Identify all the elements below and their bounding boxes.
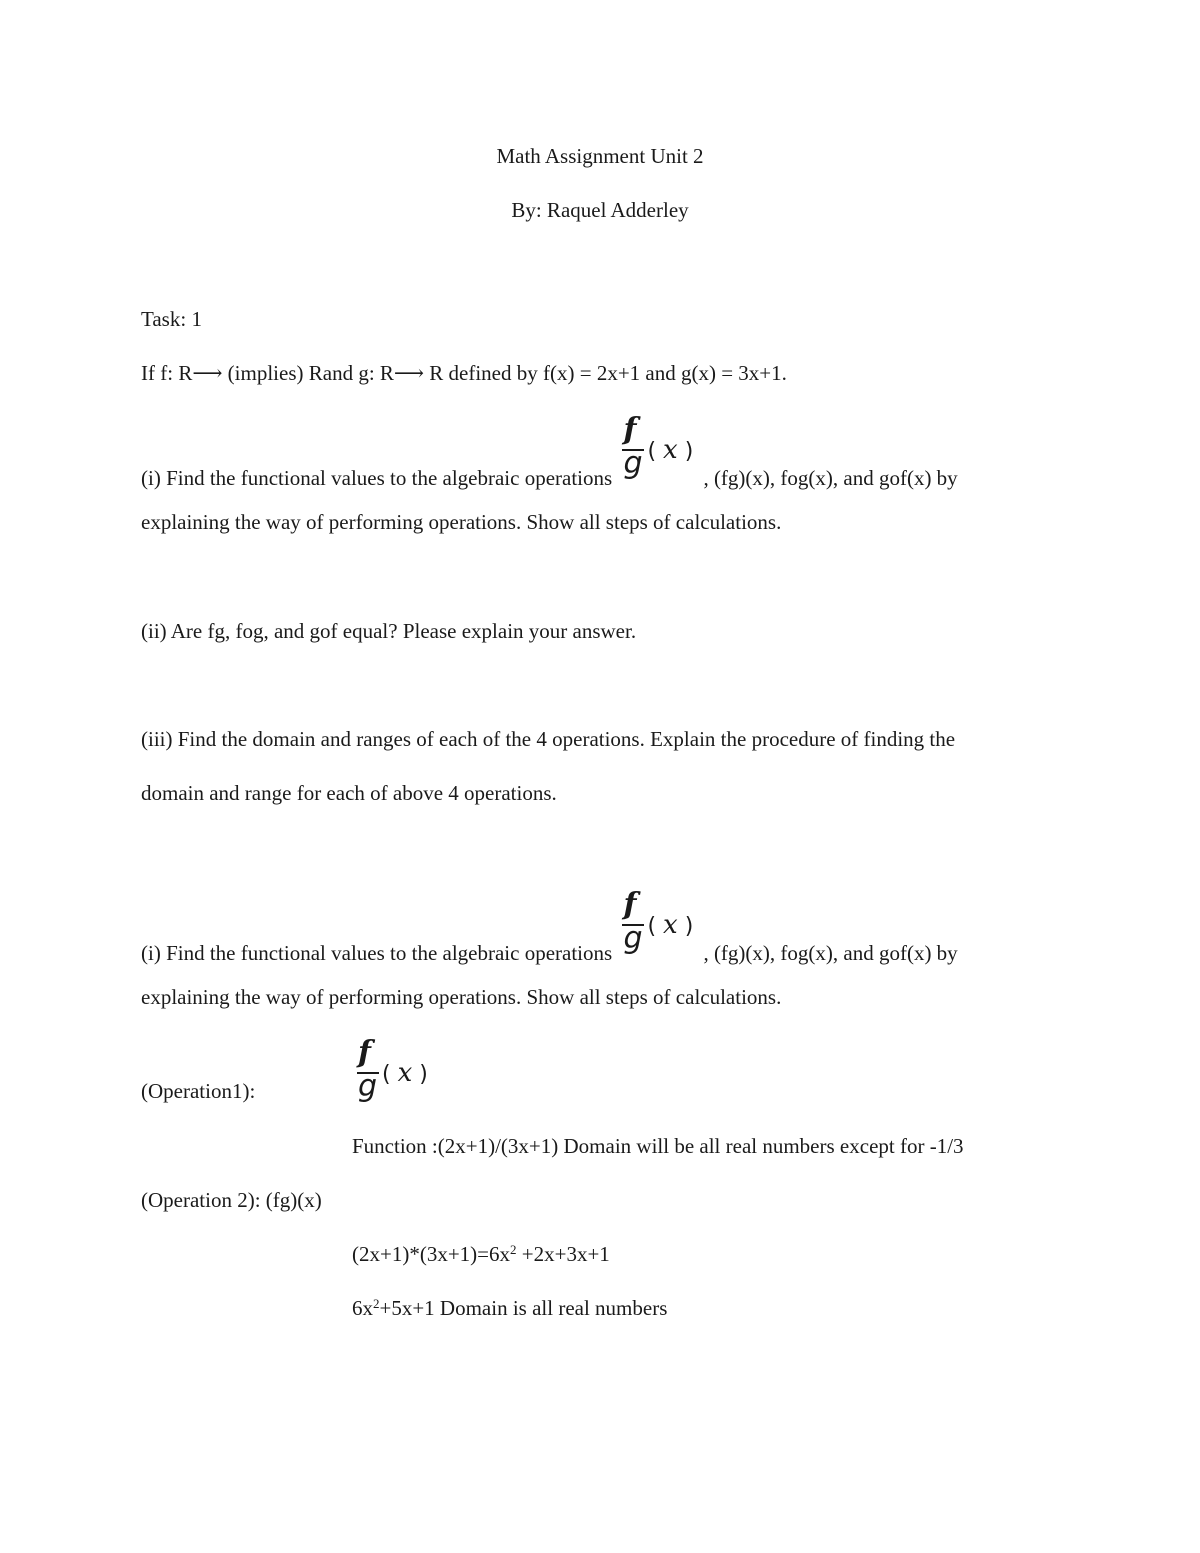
- answer-question-1-suffix: , (fg)(x), fog(x), and gof(x) by: [703, 941, 958, 965]
- operation-2-step-1: $(2x+1)*(3x+1)=6x^2 +2x+3x+1$: [352, 1242, 610, 1266]
- question-2: (ii) Are fg, fog, and gof equal? Please explain your answer.: [141, 619, 637, 643]
- formula-denominator: g: [623, 921, 643, 956]
- task-label: Task: 1: [141, 307, 202, 331]
- operation-1-function: Function :(2x+1)/(3x+1) Domain will be all real numbers except for -1/3: [352, 1134, 964, 1158]
- operation-1-formula: [352, 1035, 438, 1114]
- formula-numerator: f: [358, 1035, 371, 1070]
- question-3-line-2: domain and range for each of above 4 operations.: [141, 781, 557, 805]
- formula-denominator: g: [623, 446, 643, 481]
- question-1-prefix: (i) Find the functional values to the algebraic operations: [141, 466, 613, 490]
- formula-argument: ( x ): [382, 1058, 428, 1088]
- question-1-suffix: , (fg)(x), fog(x), and gof(x) by: [703, 466, 958, 490]
- question-3-line-1: (iii) Find the domain and ranges of each of the 4 operations. Explain the procedure of finding the: [141, 727, 956, 751]
- formula-numerator: f: [623, 412, 637, 447]
- formula-argument: ( x ): [647, 910, 694, 940]
- operation-1-label: (Operation1):: [141, 1079, 256, 1103]
- question-1-line-2: explaining the way of performing operations. Show all steps of calculations.: [141, 510, 782, 534]
- formula-argument: ( x ): [647, 435, 694, 465]
- f-over-g-formula: [617, 887, 703, 960]
- author-line: By: Raquel Adderley: [511, 198, 689, 222]
- document-title: Math Assignment Unit 2: [496, 144, 704, 168]
- f-over-g-formula: [617, 412, 703, 485]
- formula-numerator: f: [623, 887, 637, 922]
- answer-question-1-prefix: (i) Find the functional values to the algebraic operations: [141, 941, 613, 965]
- f-over-g-formula: [352, 1035, 438, 1108]
- answer-question-1-line-1: [141, 887, 958, 966]
- question-1-line-1: [141, 412, 958, 491]
- task-intro: If f: R⟶ (implies) Rand g: R⟶ R defined by f(x) = 2x+1 and g(x) = 3x+1.: [141, 361, 787, 385]
- formula-denominator: g: [358, 1069, 378, 1104]
- operation-2-label: (Operation 2): (fg)(x): [141, 1188, 322, 1212]
- answer-question-1-line-2: explaining the way of performing operations. Show all steps of calculations.: [141, 985, 782, 1009]
- operation-2-step-2: $6x^2+5x+1$ Domain is all real numbers: [352, 1296, 668, 1320]
